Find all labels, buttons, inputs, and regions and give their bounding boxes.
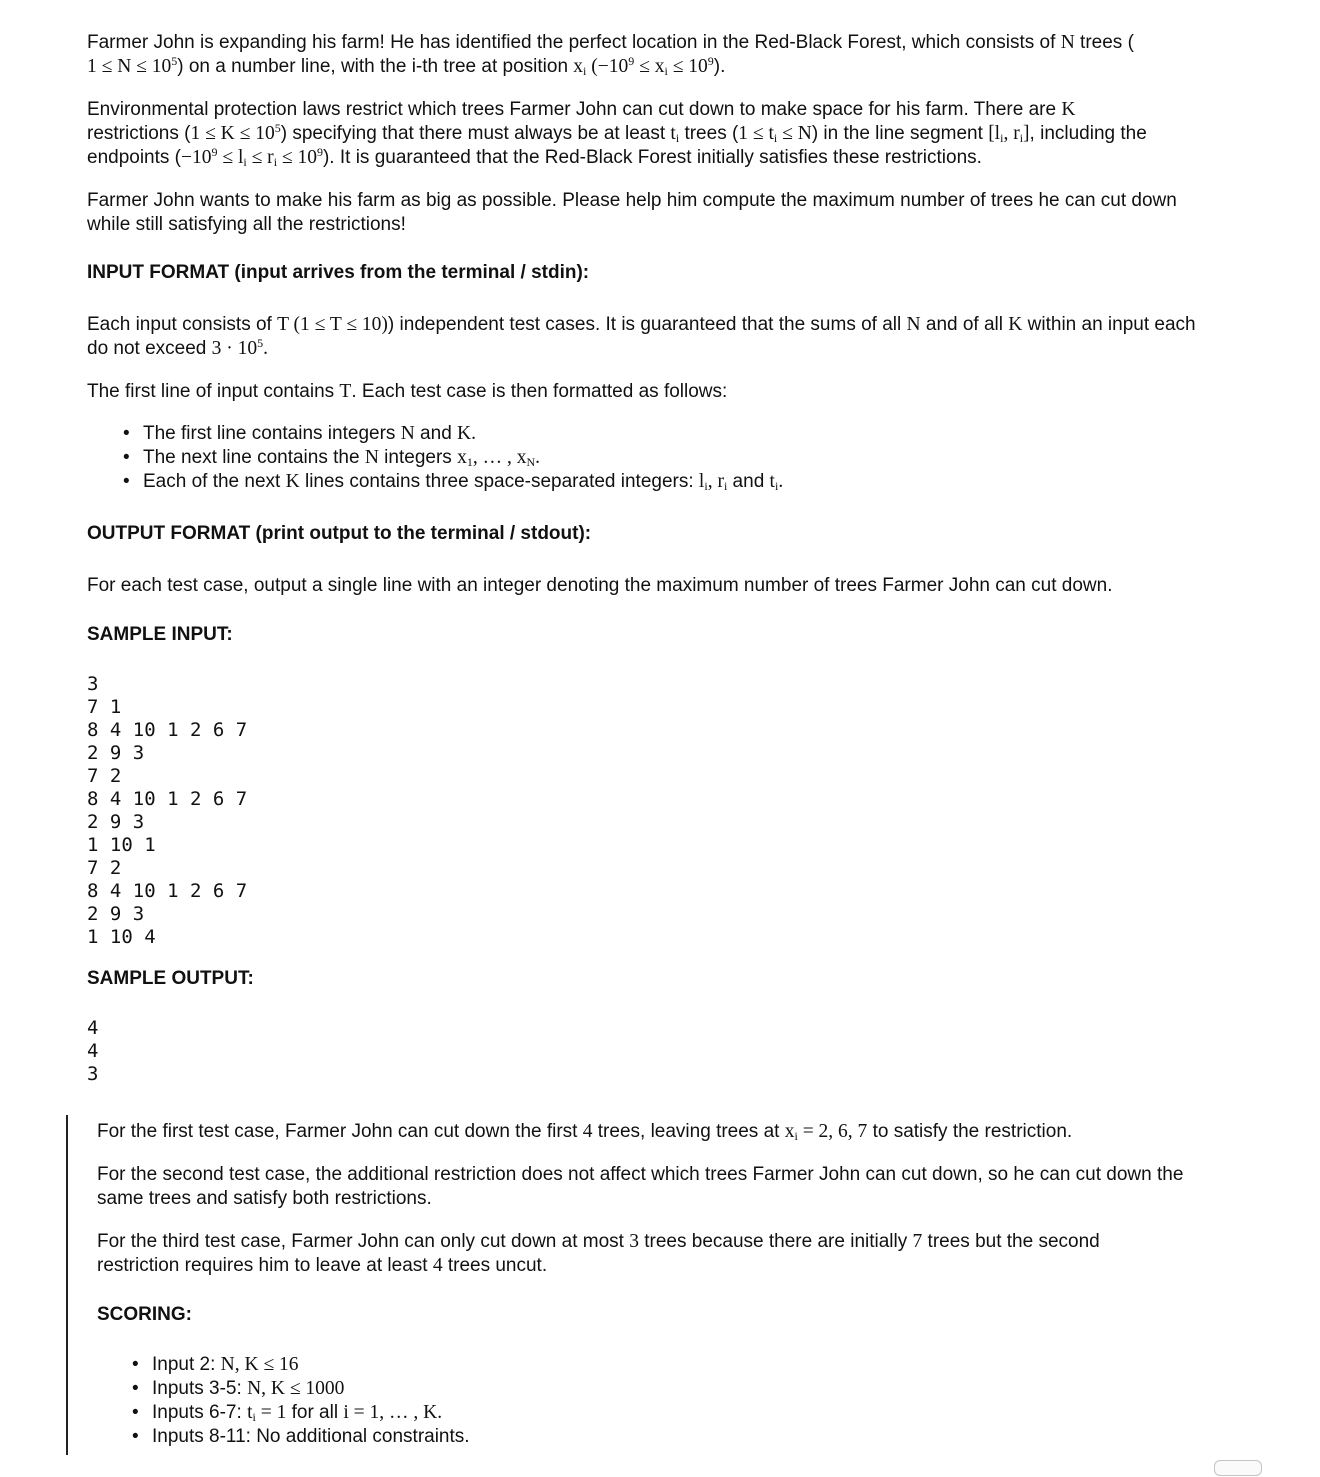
sample-output-heading: SAMPLE OUTPUT: [87, 968, 254, 989]
input-format-list [87, 422, 1217, 494]
intro-paragraph-1: Farmer John is expanding his farm! He has identified the perfect location in the Red-Black Forest, which consists of N trees ( $1 \le N \le 10^5$) on a number line, with the i-th tree at position $x_i$ $(-10^9 \le x_i \le 10^9)$. [87, 32, 1134, 78]
scoring-heading: SCORING: [97, 1304, 192, 1325]
list-item: • Inputs 3-5: N, K ≤ 1000 [152, 1377, 1207, 1401]
output-format-heading: OUTPUT FORMAT (print output to the terminal / stdout): [87, 523, 592, 544]
list-item: • The first line contains integers N and K. [143, 422, 1217, 446]
explanation-paragraph-2: For the second test case, the additional restriction does not affect which trees Farmer John can cut down, so he can cut down the same trees and satisfy both restrictions. [97, 1164, 1184, 1209]
sample-input-heading: SAMPLE INPUT: [87, 624, 233, 645]
input-format-paragraph-1: Each input consists of T (1 ≤ T ≤ 10)) independent test cases. It is guaranteed that the sums of all N and of all K within an input each do not exceed $3 \cdot 10^5$. [87, 314, 1196, 359]
explanation-block [66, 1115, 1208, 1455]
input-format-paragraph-2: The first line of input contains T. Each test case is then formatted as follows: [87, 381, 728, 402]
intro-paragraph-3: Farmer John wants to make his farm as big as possible. Please help him compute the maximum number of trees he can cut down while still satisfying all the restrictions! [87, 190, 1177, 235]
problem-statement [87, 31, 1217, 1104]
explanation-paragraph-3: For the third test case, Farmer John can only cut down at most 3 trees because there are initially 7 trees but the second restriction requires him to leave at least 4 trees uncut. [97, 1231, 1100, 1276]
explanation-paragraph-1: For the first test case, Farmer John can cut down the first 4 trees, leaving trees at $x_i = 2$, 6, 7 to satisfy the restriction. [97, 1121, 1073, 1143]
list-item: • The next line contains the N integers $x_1$, … , $x_N$. [143, 446, 1217, 470]
input-format-heading: INPUT FORMAT (input arrives from the terminal / stdin): [87, 262, 590, 283]
intro-paragraph-2: Environmental protection laws restrict which trees Farmer John can cut down to make space for his farm. There are K restrictions $(1 \le K \le 10^5)$ specifying that there must always be at least $t_i$ trees $(1 \le t_i \le N)$ in the line segment [$l_i$, $r_i$], including the endpoints $(-10^9 \le l_i \le r_i \le 10^9)$. It is guaranteed that the Red-Black Forest initially satisfies these restrictions. [87, 99, 1147, 169]
sample-output-block: 4 4 3 [87, 1017, 99, 1085]
output-format-text: For each test case, output a single line with an integer denoting the maximum number of trees Farmer John can cut down. [87, 575, 1113, 596]
list-item: • Input 2: N, K ≤ 16 [152, 1353, 1207, 1377]
scoring-list [97, 1353, 1207, 1449]
list-item: • Inputs 6-7: $t_i = 1$ for all i = 1, … , K. [152, 1401, 1207, 1425]
sample-input-block: 3 7 1 8 4 10 1 2 6 7 2 9 3 7 2 8 4 10 1 2 6 7 2 9 3 1 10 1 7 2 8 4 10 1 2 6 7 2 9 3 1 10 4 [87, 673, 248, 948]
list-item: • Inputs 8-11: No additional constraints. [152, 1425, 1207, 1449]
list-item: • Each of the next K lines contains three space-separated integers: $l_i$, $r_i$ and $t_i$. [143, 470, 1217, 494]
corner-widget[interactable] [1214, 1460, 1262, 1476]
